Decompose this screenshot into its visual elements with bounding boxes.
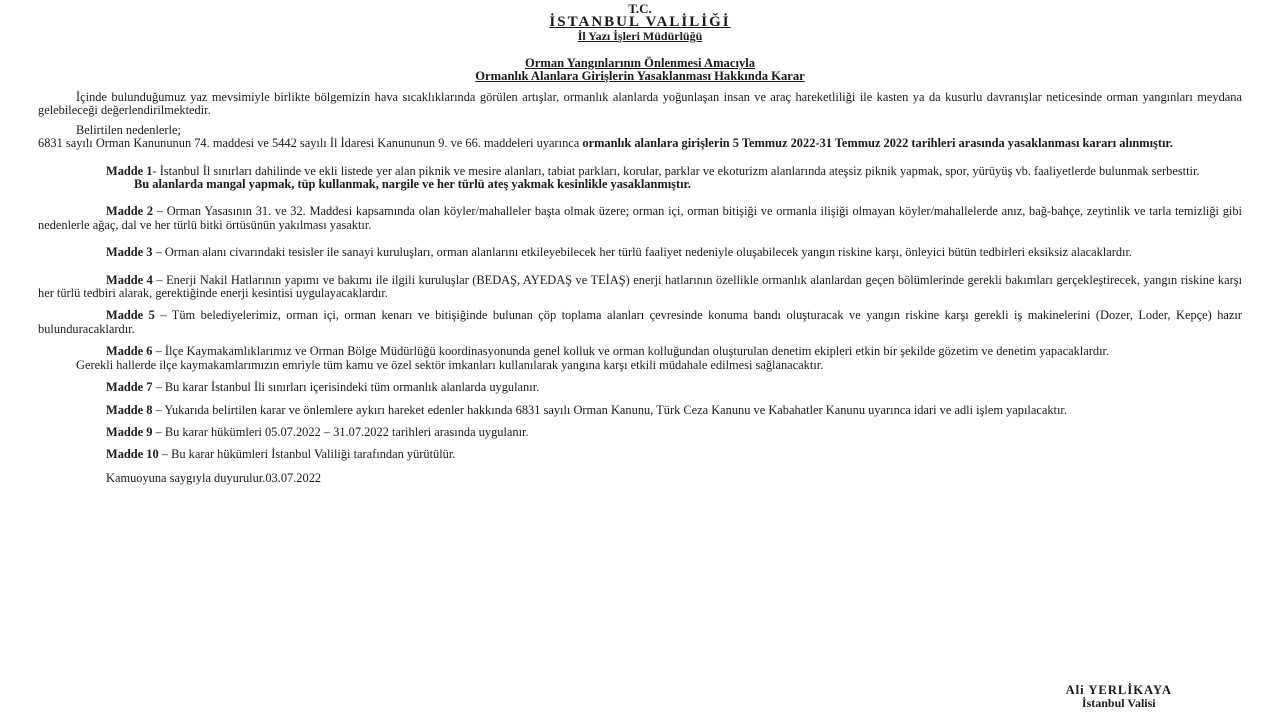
article-3: [38, 246, 1242, 259]
reasons-block: [38, 124, 1242, 151]
article-1: [38, 165, 1242, 178]
closing-line: Kamuoyuna saygıyla duyurulur.03.07.2022: [106, 470, 322, 485]
article-6-text: – İlçe Kaymakamlıklarımız ve Orman Bölge Müdürlüğü koordinasyonunda genel kolluk ve orman kolluğundan oluşturulan denetim ekipleri etkin bir şekilde gözetim ve denetim yapacaklardır.: [152, 344, 1110, 359]
article-2-text: – Orman Yasasının 31. ve 32. Maddesi kapsamında olan köyler/mahalleler başta olmak üzere; orman içi, orman bitişiği ve ormanla ilişiği olmayan köyler/mahallelerde anız, bağ-bahçe, zeytinlik ve tarla temizliği gibi nedenlerle ağaç, dal ve her türlü bitki örtüsünün yakılması yasaktır.: [38, 204, 1242, 232]
document-header: [38, 2, 1242, 43]
article-3-text: – Orman alanı civarındaki tesisler ile sanayi kuruluşları, orman alanlarını etkileyebilecek her türlü faaliyet nedeniyle oluşabilecek yangın riskine karşı, önleyici bütün tedbirleri eksiksiz alacaklardır.: [152, 245, 1133, 260]
article-6: [38, 345, 1242, 358]
title-line-1: Orman Yangınlarının Önlenmesi Amacıyla: [524, 56, 756, 70]
reasons-text: [38, 137, 1242, 150]
article-2: [38, 205, 1242, 232]
article-7-text: – Bu karar İstanbul İli sınırları içerisindeki tüm ormanlık alanlarda uygulanır.: [152, 380, 540, 395]
article-2-label: Madde 2: [106, 204, 154, 219]
article-8: [38, 404, 1242, 417]
article-7-label: Madde 7: [106, 380, 153, 395]
article-3-label: Madde 3: [106, 245, 153, 260]
reasons-text-plain: 6831 sayılı Orman Kanununun 74. maddesi ve 5442 sayılı İl İdaresi Kanununun 9. ve 66. maddeleri uyarınca: [38, 136, 583, 151]
article-1-label: Madde 1: [106, 163, 153, 178]
article-1-emphasis: Bu alanlarda mangal yapmak, tüp kullanmak, nargile ve her türlü ateş yakmak kesinlikle yasaklanmıştır.: [134, 177, 691, 192]
article-5: [38, 309, 1242, 336]
article-9-label: Madde 9: [106, 424, 153, 439]
header-governorship: İSTANBUL VALİLİĞİ: [549, 14, 731, 30]
article-5-text: – Tüm belediyelerimiz, orman içi, orman kenarı ve bitişiğinde bulunan çöp toplama alanları çevresinde konuma bandı oluşturacak ve yangın riskine karşı gerekli iş makinelerini (Dozer, Loder, Kepçe) hazır bulunduracaklardır.: [38, 308, 1242, 336]
header-tc: T.C.: [628, 1, 652, 16]
article-10-label: Madde 10: [106, 447, 159, 462]
header-directorate: İl Yazı İşleri Müdürlüğü: [577, 29, 703, 43]
article-10-text: – Bu karar hükümleri İstanbul Valiliği tarafından yürütülür.: [158, 447, 456, 462]
article-9: [38, 426, 1242, 439]
article-7: [38, 381, 1242, 394]
signature-block: [1066, 684, 1172, 711]
article-5-label: Madde 5: [106, 308, 155, 323]
article-4-label: Madde 4: [106, 272, 153, 287]
article-8-text: – Yukarıda belirtilen karar ve önlemlere aykırı hareket edenler hakkında 6831 sayılı Orman Kanunu, Türk Ceza Kanunu ve Kabahatler Kanunu uyarınca idari ve adli işlem yapılacaktır.: [152, 402, 1067, 417]
article-6-extra: Gerekli hallerde ilçe kaymakamlarımızın emriyle tüm kamu ve özel sektör imkanları kullanılarak yangına karşı etkili müdahale edilmesi sağlanacaktır.: [76, 357, 824, 372]
article-4: [38, 274, 1242, 301]
document-title: [38, 57, 1242, 83]
article-1-text: - İstanbul İl sınırları dahilinde ve ekli listede yer alan piknik ve mesire alanları, tabiat parkları, korular, parklar ve ekoturizm alanlarında ateşsiz piknik yapmak, spor, yürüyüş vb. faaliyetlerde bulunmak serbesttir.: [152, 163, 1200, 178]
intro-paragraph: İçinde bulunduğumuz yaz mevsimiyle birlikte bölgemizin hava sıcaklıklarında görülen artışlar, ormanlık alanlarda yoğunlaşan insan ve araç hareketliliği ile kasten ya da kusurlu davranışlar neticesinde orman yangınları meydana gelebileceği değerlendirilmektedir.: [38, 90, 1242, 118]
article-4-text: – Enerji Nakil Hatlarının yapımı ve bakımı ile ilgili kuruluşlar (BEDAŞ, AYEDAŞ ve TEİAŞ) enerji hatlarının özellikle ormanlık alanlardan geçen bölümlerinde gerekli bakımları gerçekleştirecek, yangın riskine karşı her türlü tedbiri alarak, gerektiğinde enerji kesintisi uygulayacaklardır.: [38, 272, 1243, 301]
article-9-text: – Bu karar hükümleri 05.07.2022 – 31.07.2022 tarihleri arasında uygulanır.: [152, 424, 529, 439]
title-line-2: Ormanlık Alanlara Girişlerin Yasaklanması Hakkında Karar: [475, 69, 805, 83]
signature-title: İstanbul Valisi: [1081, 696, 1156, 711]
article-6-label: Madde 6: [106, 344, 153, 359]
article-10: [38, 448, 1242, 461]
article-8-label: Madde 8: [106, 402, 153, 417]
reasons-label: Belirtilen nedenlerle;: [76, 122, 181, 137]
signature-name: Ali YERLİKAYA: [1065, 683, 1172, 697]
reasons-text-bold: ormanlık alanlara girişlerin 5 Temmuz 2022-31 Temmuz 2022 tarihleri arasında yasaklanması kararı alınmıştır.: [582, 136, 1173, 151]
